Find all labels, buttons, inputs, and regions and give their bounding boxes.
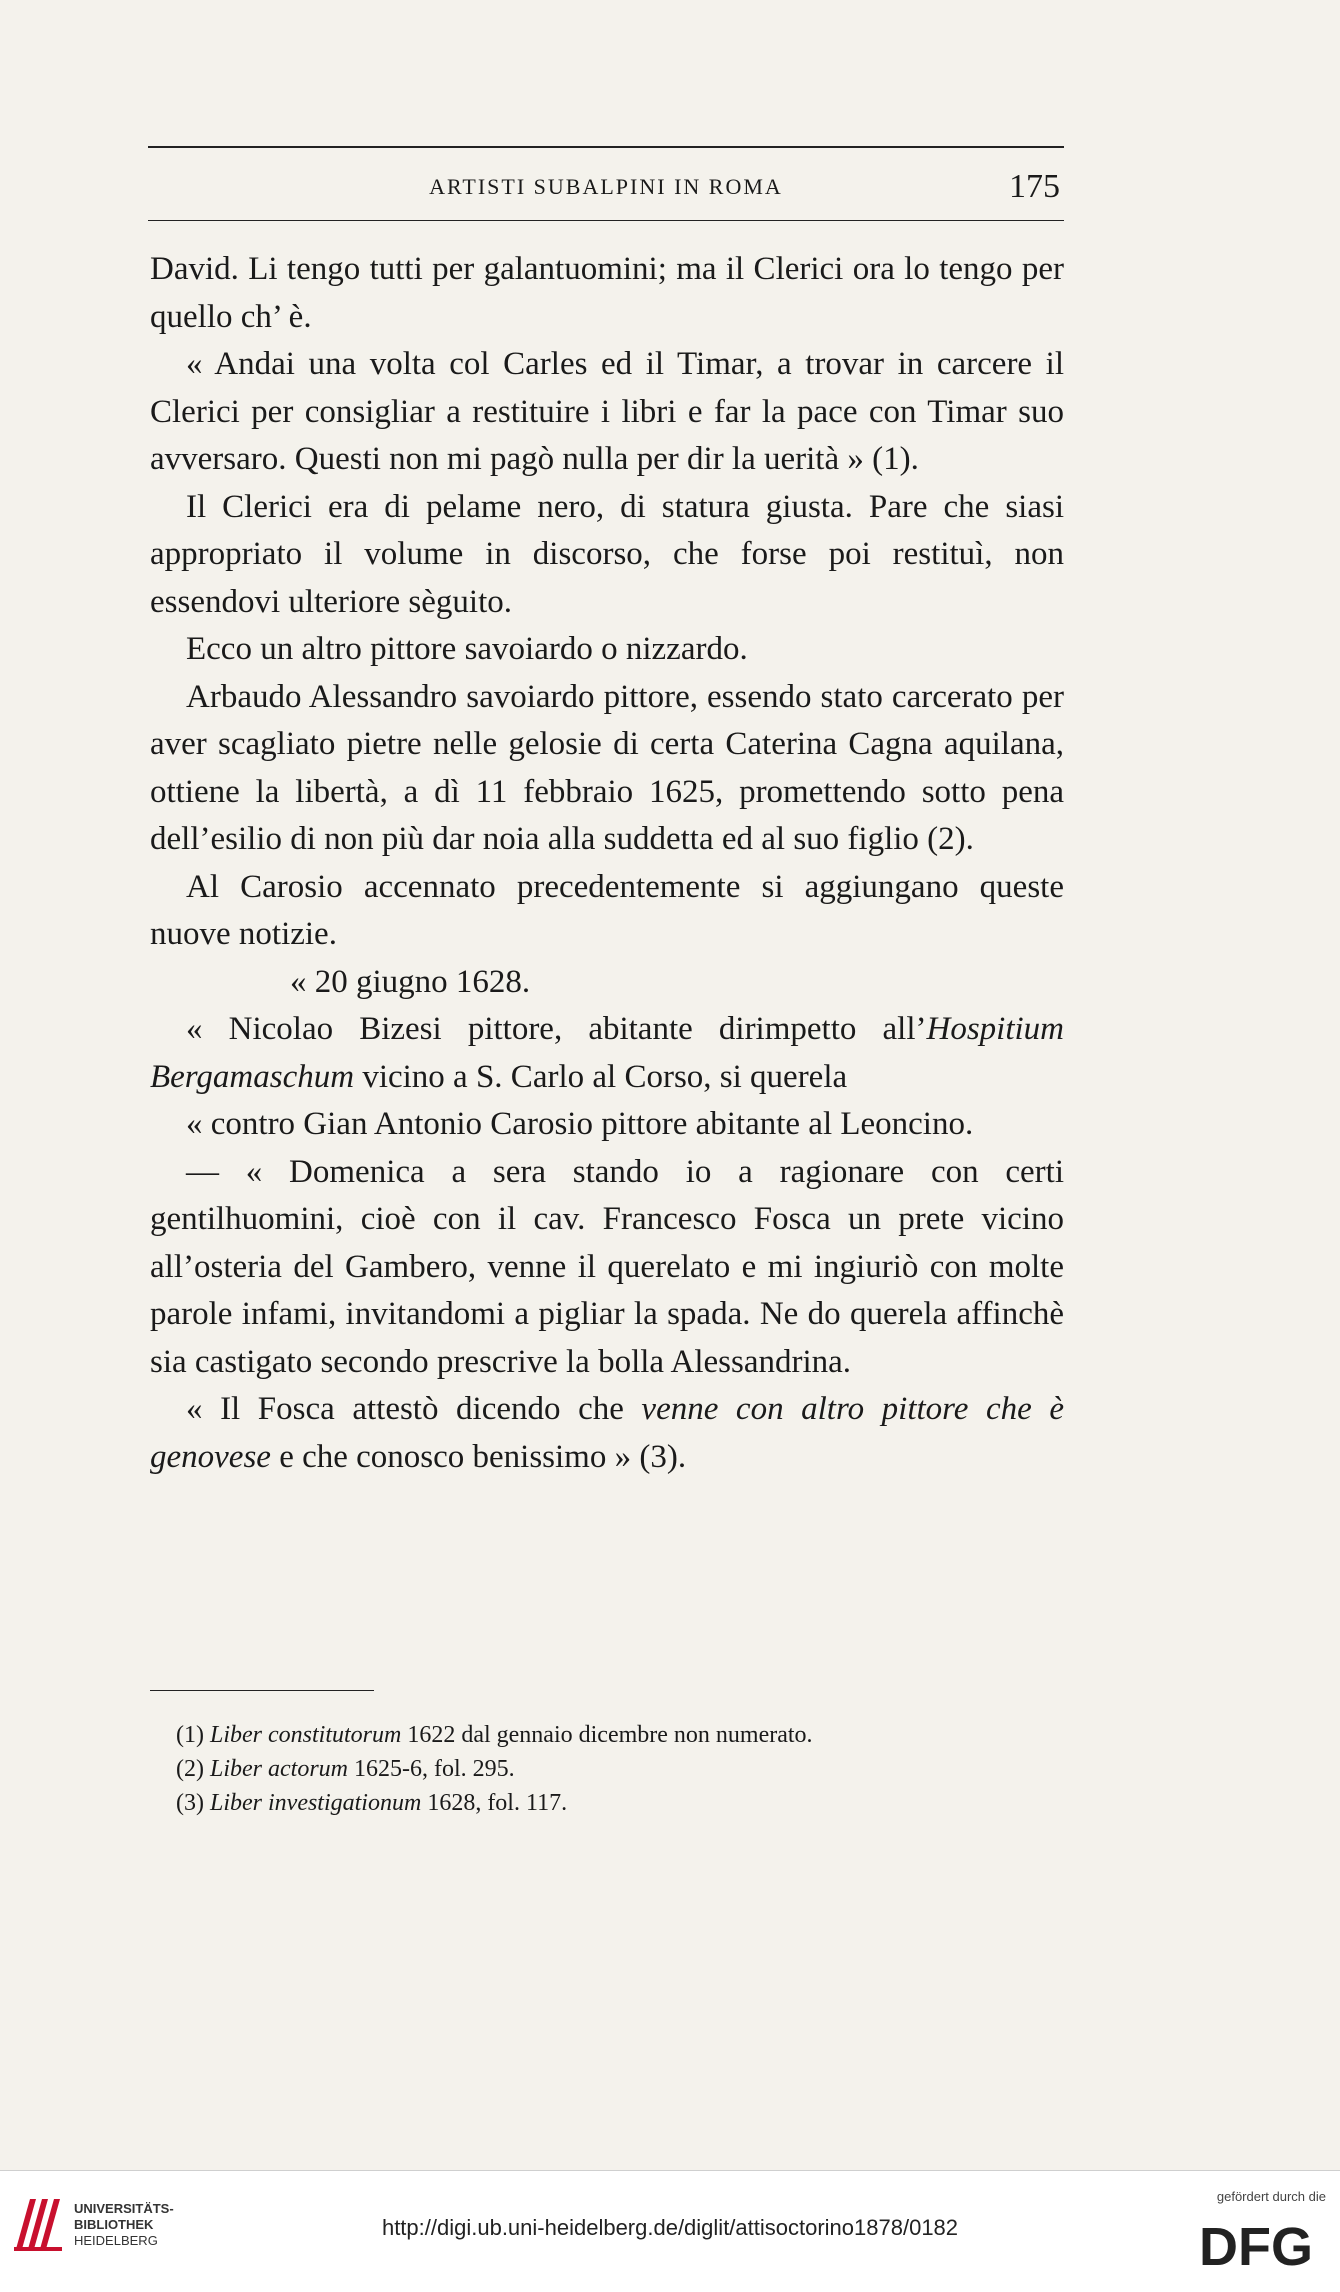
paragraph-11-lead: « Il Fosca attestò dicendo che xyxy=(186,1391,642,1427)
running-title: ARTISTI SUBALPINI IN ROMA xyxy=(429,174,783,199)
footnotes xyxy=(176,1718,1076,1820)
digitization-footer xyxy=(0,2170,1340,2292)
institution-line-2: BIBLIOTHEK xyxy=(74,2217,154,2232)
header-top-rule xyxy=(148,146,1064,148)
paragraph-5: Arbaudo Alessandro savoiardo pittore, essendo stato carcerato per aver scagliato pietre nelle gelosie di certa Caterina Cagna aquilana, ottiene la libertà, a dì 11 febbraio 1625, promettendo sotto pena dell’esilio di non più dar noia alla suddetta ed al suo figlio (2). xyxy=(150,678,1064,857)
permalink-url[interactable]: http://digi.ub.uni-heidelberg.de/diglit/attisoctorino1878/0182 xyxy=(381,2215,959,2240)
paragraph-8-italic: Hospitium Bergamaschum xyxy=(150,1011,1064,1095)
page-number: 175 xyxy=(1009,168,1060,205)
institution-line-1: UNIVERSITÄTS- xyxy=(74,2201,174,2216)
footnote-number: (1) xyxy=(176,1722,204,1748)
footnote-detail: 1622 dal gennaio dicembre non numerato. xyxy=(401,1722,813,1748)
footnote-title: Liber actorum xyxy=(209,1756,348,1782)
paragraph-10: — « Domenica a sera stando io a ragionare con certi gentilhuomini, cioè con il cav. Francesco Fosca un prete vicino all’osteria del Gambero, venne il querelato e mi ingiuriò con molte parole infami, invitandomi a pigliar la spada. Ne do querela affinchè sia castigato secondo prescrive la bolla Alessandrina. xyxy=(150,1153,1064,1380)
footnote-title: Liber constitutorum xyxy=(209,1722,402,1748)
paragraph-9: « contro Gian Antonio Carosio pittore abitante al Leoncino. xyxy=(186,1106,974,1142)
footnote-1 xyxy=(176,1718,1076,1752)
footnote-3 xyxy=(176,1786,1076,1820)
paragraph-8-tail: vicino a S. Carlo al Corso, si querela xyxy=(354,1058,848,1095)
footnote-rule xyxy=(150,1690,374,1691)
institution-line-3: HEIDELBERG xyxy=(74,2233,158,2248)
paragraph-8 xyxy=(150,1006,1064,1101)
footnote-2 xyxy=(176,1752,1076,1786)
body-text xyxy=(150,246,1064,1481)
paragraph-1: David. Li tengo tutti per galantuomini; ma il Clerici ora lo tengo per quello ch’ è. xyxy=(150,251,1064,335)
running-head xyxy=(148,168,1064,212)
footnote-number: (2) xyxy=(176,1756,204,1782)
paragraph-2: « Andai una volta col Carles ed il Timar, a trovar in carcere il Clerici per consigliar a restituire i libri e far la pace con Timar suo avversaro. Questi non mi pagò nulla per dir la uerità » (1). xyxy=(150,346,1064,477)
paragraph-8-lead: « Nicolao Bizesi pittore, abitante dirimpetto all’ xyxy=(186,1011,927,1047)
header-bottom-rule xyxy=(148,220,1064,221)
sponsor-label: gefördert durch die xyxy=(1216,2189,1326,2204)
date-line: « 20 giugno 1628. xyxy=(290,963,531,1000)
paragraph-11 xyxy=(150,1386,1064,1481)
footnote-number: (3) xyxy=(176,1790,204,1816)
paragraph-4: Ecco un altro pittore savoiardo o nizzardo. xyxy=(186,631,748,667)
dfg-logo-text: DFG xyxy=(1199,2217,1313,2273)
dfg-logo-icon xyxy=(1186,2213,1326,2273)
footnote-detail: 1628, fol. 117. xyxy=(421,1790,568,1816)
paragraph-6: Al Carosio accennato precedentemente si aggiungano queste nuove notizie. xyxy=(150,868,1064,952)
footnote-title: Liber investigationum xyxy=(209,1790,422,1816)
footnote-detail: 1625-6, fol. 295. xyxy=(347,1756,515,1782)
paragraph-3: Il Clerici era di pelame nero, di statura giusta. Pare che siasi appropriato il volume in discorso, che forse poi restituì, non essendovi ulteriore sèguito. xyxy=(150,488,1064,620)
paragraph-11-italic: venne con altro pittore che è genovese xyxy=(150,1391,1064,1475)
paragraph-11-tail: e che conosco benissimo » (3). xyxy=(270,1438,687,1475)
